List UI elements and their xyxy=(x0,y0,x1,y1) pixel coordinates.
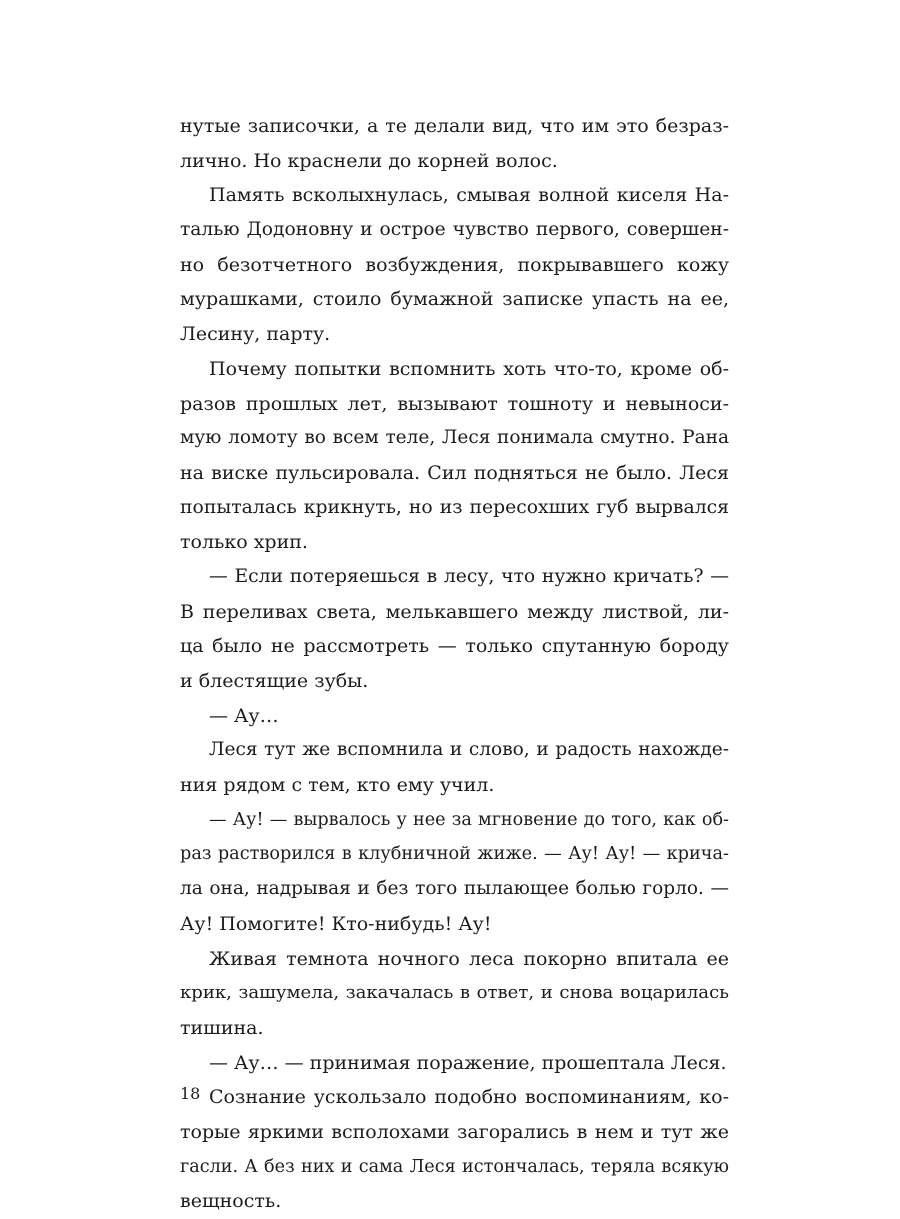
text-line: нутые записочки, а те делали вид, что им это безраз- xyxy=(180,115,729,137)
text-line: ца было не рассмотреть — только спутанную бороду xyxy=(180,635,729,658)
text-line: Почему попытки вспомнить хоть что-то, кроме об- xyxy=(209,357,729,380)
text-line: Ау! Помогите! Кто-нибудь! Ау! xyxy=(180,912,492,935)
text-line: разов прошлых лет, вызывают тошноту и невыноси- xyxy=(180,392,729,415)
text-line: Живая темнота ночного леса покорно впитала ее xyxy=(209,947,729,970)
text-line: торые яркими всполохами загорались в нем и тут же xyxy=(180,1120,729,1143)
text-line: только хрип. xyxy=(180,531,308,554)
text-line: Память всколыхнулась, смывая волной киселя На- xyxy=(209,184,729,207)
text-line: на виске пульсировала. Сил подняться не было. Леся xyxy=(180,461,729,484)
page-number: 18 xyxy=(180,1084,201,1103)
text-line: попыталась крикнуть, но из пересохших губ вырвался xyxy=(180,496,729,518)
body-text xyxy=(180,109,729,1219)
text-line: вещность. xyxy=(180,1190,282,1213)
text-line: тишина. xyxy=(180,1016,264,1039)
text-line: мурашками, стоило бумажной записке упасть на ее, xyxy=(180,288,729,311)
text-line: талью Додоновну и острое чувство первого, совершен- xyxy=(180,219,729,241)
text-line: раз растворился в клубничной жиже. — Ау! Ау! — крича- xyxy=(180,844,729,865)
text-line: Сознание ускользало подобно воспоминаниям, ко- xyxy=(209,1086,729,1109)
text-line: но безотчетного возбуждения, покрывавшего кожу xyxy=(180,253,729,276)
text-line: — Ау! — вырвалось у нее за мгновение до того, как об- xyxy=(209,809,729,830)
text-line: Леся тут же вспомнила и слово, и радость нахожде- xyxy=(209,739,729,761)
text-line: лично. Но краснели до корней волос. xyxy=(180,149,558,172)
text-line: и блестящие зубы. xyxy=(180,670,369,692)
text-line: — Ау… — принимая поражение, прошептала Леся. xyxy=(209,1051,727,1074)
text-line: В переливах света, мелькавшего между листвой, ли- xyxy=(180,600,729,623)
text-line: — Если потеряешься в лесу, что нужно кричать? — xyxy=(209,565,729,587)
text-line: мую ломоту во всем теле, Леся понимала смутно. Рана xyxy=(180,427,729,449)
text-line: Лесину, парту. xyxy=(180,323,331,346)
text-line: ния рядом с тем, кто ему учил. xyxy=(180,774,495,797)
text-line: — Ау… xyxy=(209,704,279,727)
text-line: ла она, надрывая и без того пылающее болью горло. — xyxy=(180,878,729,900)
text-line: крик, зашумела, закачалась в ответ, и снова воцарилась xyxy=(180,982,729,1004)
text-line: гасли. А без них и сама Леся истончалась, теряла всякую xyxy=(180,1156,729,1177)
